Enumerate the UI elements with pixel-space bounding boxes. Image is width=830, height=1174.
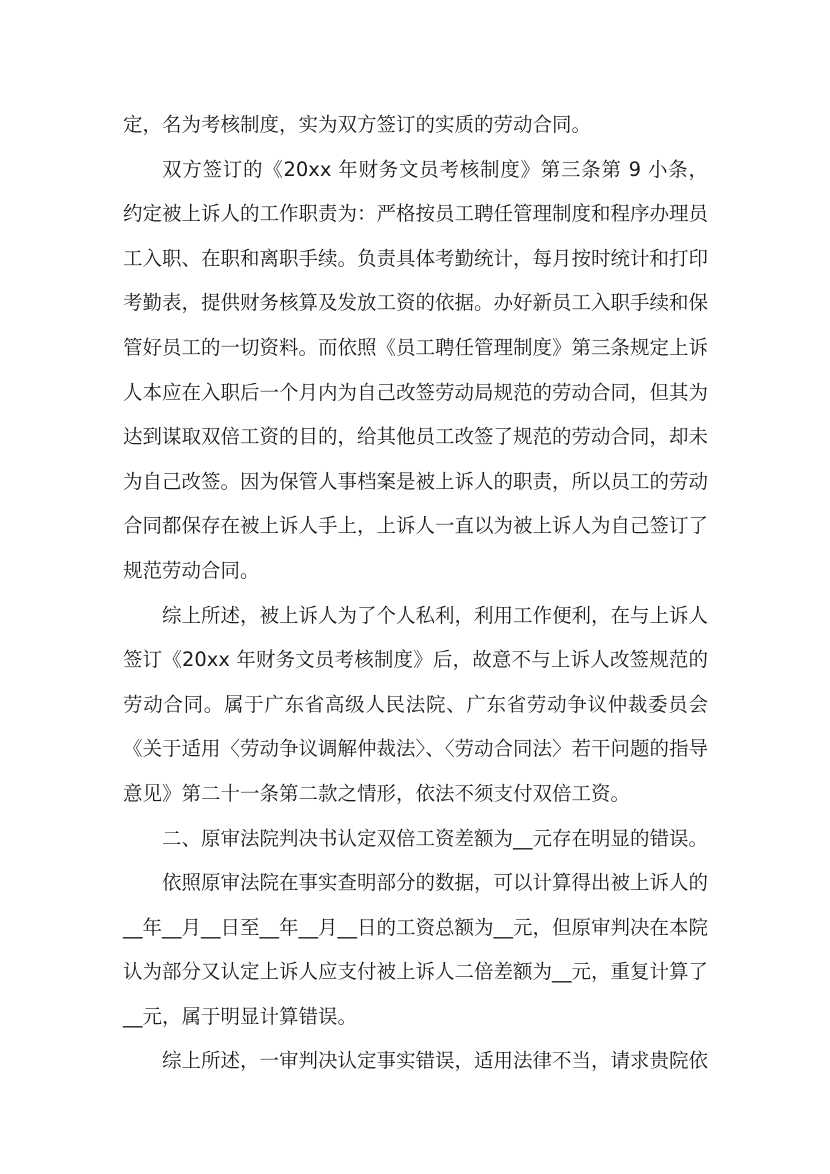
document-body: [123, 103, 708, 1084]
paragraph-4: 二、原审法院判决书认定双倍工资差额为__元存在明显的错误。: [162, 826, 709, 850]
paragraph-3: 综上所述，被上诉人为了个人私利，利用工作便利，在与上诉人签订《20xx 年财务文员考核制度》后，故意不与上诉人改签规范的劳动合同。属于广东省高级人民法院、广东省劳动争议仲裁委员会《关于适用〈劳动争议调解仲裁法〉、〈劳动合同法〉若干问题的指导意见》第二十一条第二款之情形，依法不须支付双倍工资。: [123, 603, 709, 805]
paragraph-5: 依照原审法院在事实查明部分的数据，可以计算得出被上诉人的__年__月__日至__年__月__日的工资总额为__元，但原审判决在本院认为部分又认定上诉人应支付被上诉人二倍差额为__元，重复计算了__元，属于明显计算错误。: [123, 871, 709, 1028]
paragraph-2: 双方签订的《20xx 年财务文员考核制度》第三条第 9 小条，约定被上诉人的工作职责为：严格按员工聘任管理制度和程序办理员工入职、在职和离职手续。负责具体考勤统计，每月按时统计和打印考勤表，提供财务核算及发放工资的依据。办好新员工入职手续和保管好员工的一切资料。而依照《员工聘任管理制度》第三条规定上诉人本应在入职后一个月内为自己改签劳动局规范的劳动合同，但其为达到谋取双倍工资的目的，给其他员工改签了规范的劳动合同，却未为自己改签。因为保管人事档案是被上诉人的职责，所以员工的劳动合同都保存在被上诉人手上，上诉人一直以为被上诉人为自己签订了规范劳动合同。: [123, 157, 709, 582]
paragraph-1: 定，名为考核制度，实为双方签订的实质的劳动合同。: [123, 113, 592, 136]
paragraph-6: 综上所述，一审判决认定事实错误，适用法律不当，请求贵院依: [162, 1049, 709, 1073]
